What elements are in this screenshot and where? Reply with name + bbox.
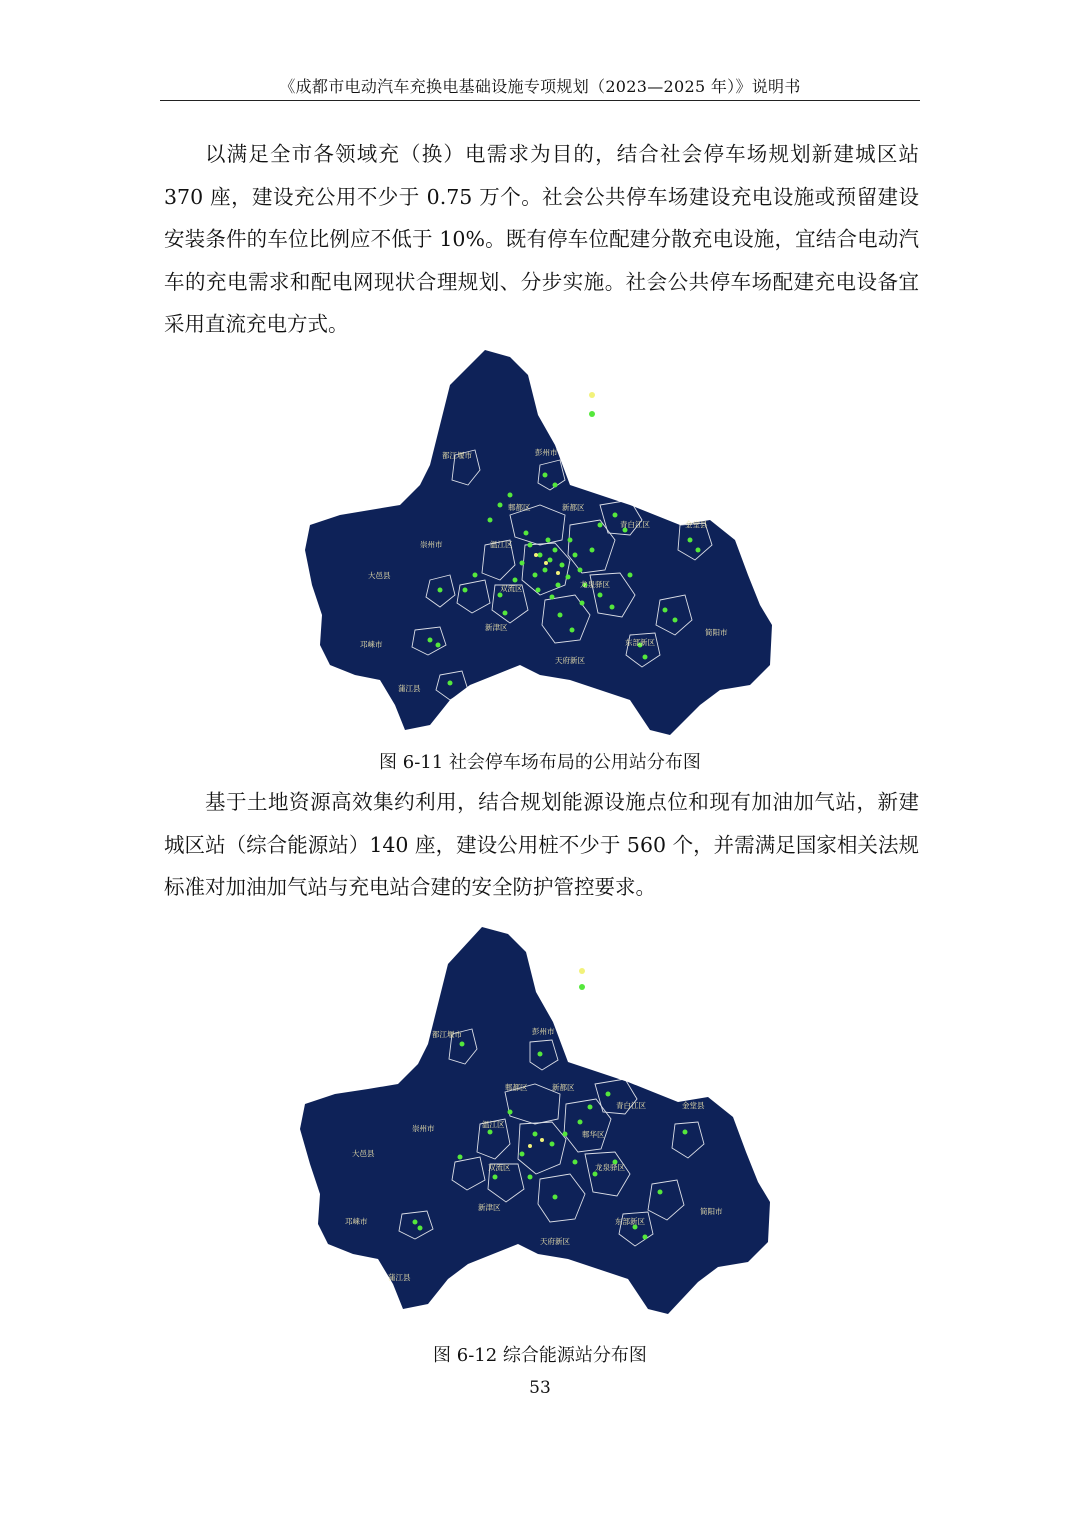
legend-planned: 规划新增 (598, 983, 638, 994)
district-label: 天府新区 (555, 656, 585, 665)
legend-existing: 现状建成 (598, 967, 638, 978)
legend-planned-note-1: （结合现有加油加气站改建90座， (650, 985, 757, 993)
district-label: 邛崃市 (360, 640, 383, 649)
district-label: 金堂县 (682, 1101, 705, 1110)
map-legend-2 (570, 965, 757, 1019)
district-label: 温江区 (490, 540, 513, 549)
district-label: 简阳市 (705, 628, 728, 637)
legend-planned: 规划新增 (605, 410, 645, 421)
district-label: 龙泉驿区 (595, 1163, 625, 1172)
paragraph-energy-stations: 基于土地资源高效集约利用，结合规划能源设施点位和现有加油加气站，新建城区站（综合能源站）140 座，建设公用桩不少于 560 个，并需满足国家相关法规标准对加油加气站与充电站合建的安全防护管控要求。 (164, 790, 919, 899)
district-label: 崇州市 (412, 1124, 435, 1133)
district-label: 东部新区 (625, 638, 655, 647)
paragraph-parking-stations: 以满足全市各领域充（换）电需求为目的，结合社会停车场规划新建城区站 370 座，建设充公用不少于 0.75 万个。社会公共停车场建设充电设施或预留建设安装条件的车位比例应不低于 10%。既有停车位配建分散充电设施，宜结合电动汽车的充电需求和配电网现状合理规划、分步实施。社会公共停车场配建充电设备宜采用直流充电方式。 (164, 142, 919, 336)
district-label: 都江堰市 (432, 1030, 462, 1039)
district-label: 蒲江县 (388, 1273, 411, 1282)
district-label: 大邑县 (368, 571, 391, 580)
district-label: 郫华区 (582, 1130, 605, 1139)
district-label: 青白江区 (620, 520, 650, 529)
district-label: 邛崃市 (345, 1217, 368, 1226)
district-label: 温江区 (482, 1120, 505, 1129)
page-number: 53 (529, 1378, 551, 1398)
district-label: 新都区 (552, 1083, 575, 1092)
map-svg-2 (290, 922, 780, 1317)
district-label: 新津区 (478, 1203, 501, 1212)
figure-6-12-map (290, 922, 780, 1317)
district-label: 天府新区 (540, 1237, 570, 1246)
district-label: 金堂县 (685, 520, 708, 529)
district-label: 彭州市 (532, 1027, 555, 1036)
district-label: 新津区 (485, 623, 508, 632)
legend-existing-note: （已建成的综合能源站） (650, 968, 733, 977)
district-label: 简阳市 (700, 1207, 723, 1216)
district-label: 新都区 (562, 503, 585, 512)
district-label: 蒲江县 (398, 684, 421, 693)
legend-planned-note-2: 新建综合能源站50座） (652, 995, 724, 1003)
district-label: 郫都区 (505, 1083, 528, 1092)
district-label: 大邑县 (352, 1149, 375, 1158)
figure-6-11-map (300, 345, 780, 735)
legend-unit: 公用充电站充电管控单元 (598, 1008, 708, 1019)
legend-existing: 现状建成 (605, 391, 645, 402)
map-svg-1 (300, 345, 780, 735)
district-label: 龙泉驿区 (580, 580, 610, 589)
map-legend-1 (580, 389, 715, 441)
district-label: 彭州市 (535, 448, 558, 457)
district-label: 郫都区 (508, 503, 531, 512)
district-label: 双流区 (500, 584, 523, 593)
running-header: 《成都市电动汽车充换电基础设施专项规划（2023—2025 年）》说明书 (279, 77, 801, 96)
district-label: 崇州市 (420, 540, 443, 549)
legend-unit: 公用充电站充电管控单元 (605, 430, 715, 441)
header-rule (160, 100, 920, 101)
district-label: 青白江区 (616, 1101, 646, 1110)
figure-6-11-caption: 图 6-11 社会停车场布局的公用站分布图 (379, 752, 701, 773)
chengdu-region-shape (305, 350, 772, 735)
district-label: 都江堰市 (442, 451, 472, 460)
district-label: 东部新区 (615, 1217, 645, 1226)
figure-6-12-caption: 图 6-12 综合能源站分布图 (433, 1345, 647, 1366)
district-label: 双流区 (488, 1163, 511, 1172)
